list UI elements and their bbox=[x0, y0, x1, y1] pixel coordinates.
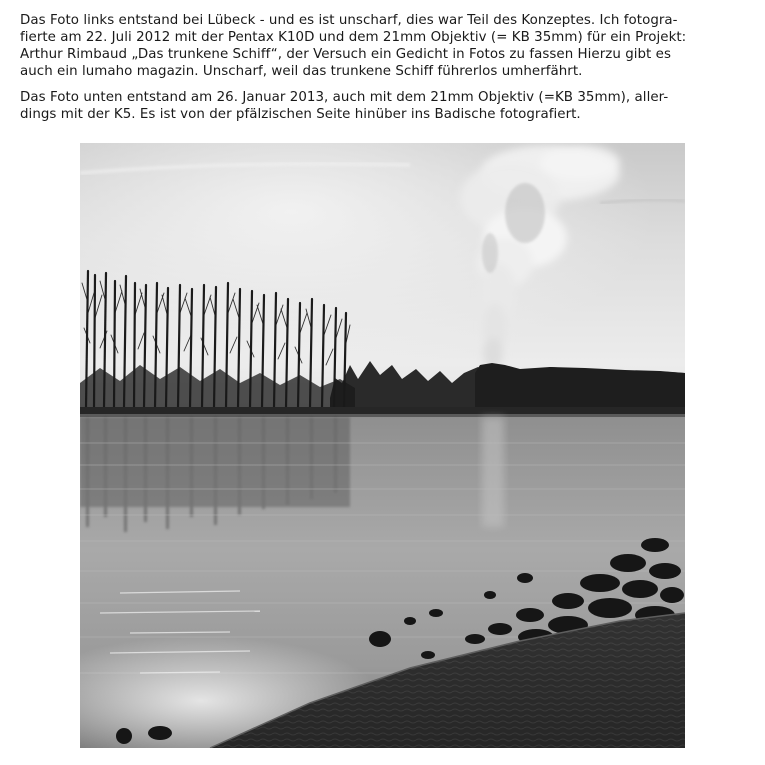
text-line: Das Foto links entstand bei Lübeck - und es ist unscharf, dies war Teil des Konzeptes. Ich fotogra- bbox=[20, 13, 678, 28]
text-line: Das Foto unten entstand am 26. Januar 2013, auch mit dem 21mm Objektiv (=KB 35mm), aller- bbox=[20, 90, 669, 105]
paragraph-1 bbox=[20, 12, 745, 80]
text-line: Arthur Rimbaud „Das trunkene Schiff“, der Versuch ein Gedicht in Fotos zu fassen Hierzu gibt es bbox=[20, 47, 671, 62]
text-line: dings mit der K5. Es ist von der pfälzischen Seite hinüber ins Badische fotografiert. bbox=[20, 107, 581, 122]
text-line: fierte am 22. Juli 2012 mit der Pentax K10D und dem 21mm Objektiv (= KB 35mm) für ein Projekt: bbox=[20, 30, 687, 45]
text-line: auch ein lumaho magazin. Unscharf, weil das trunkene Schiff führerlos umherfährt. bbox=[20, 64, 583, 79]
article-text bbox=[20, 12, 745, 123]
river-photo bbox=[80, 143, 685, 748]
paragraph-2 bbox=[20, 89, 745, 123]
